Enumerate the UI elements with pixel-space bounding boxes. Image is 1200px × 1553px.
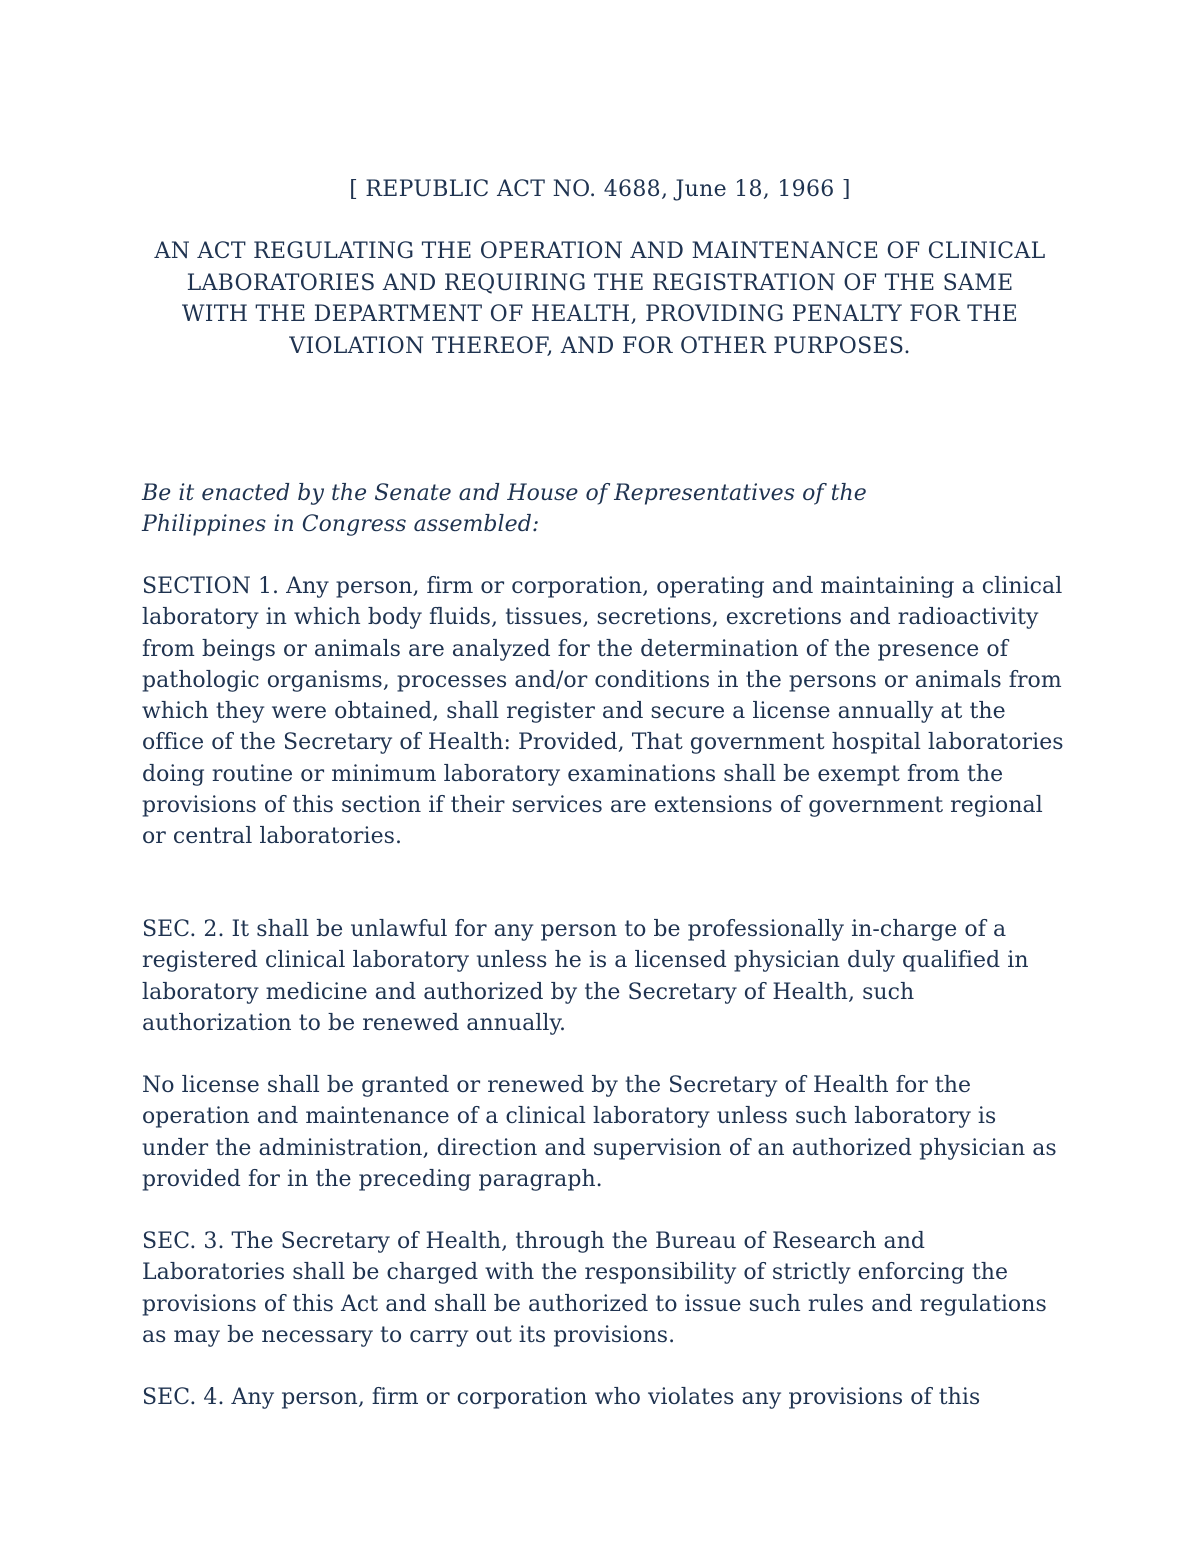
enacting-clause: Be it enacted by the Senate and House of Representatives of the Philippines in Congress assembled: [142,481,867,538]
act-citation: [ REPUBLIC ACT NO. 4688, June 18, 1966 ] [349,177,851,202]
section-4: SEC. 4. Any person, firm or corporation who violates any provisions of this [142,1385,981,1410]
section-3: SEC. 3. The Secretary of Health, through the Bureau of Research and Laboratories shall be charged with the responsibility of strictly enforcing the provisions of this Act and shall be authorized to issue such rules and regulations as may be necessary to carry out its provisions. [142,1229,1047,1348]
act-title: AN ACT REGULATING THE OPERATION AND MAINTENANCE OF CLINICAL LABORATORIES AND REQUIRING THE REGISTRATION OF THE SAME WITH THE DEPARTMENT OF HEALTH, PROVIDING PENALTY FOR THE VIOLATION THEREOF, AND FOR OTHER PURPOSES. [154,239,1046,359]
section-1: SECTION 1. Any person, firm or corporation, operating and maintaining a clinical laboratory in which body fluids, tissues, secretions, excretions and radioactivity from beings or animals are analyzed for the determination of the presence of pathologic organisms, processes and/or conditions in the persons or animals from which they were obtained, shall register and secure a license annually at the office of the Secretary of Health: Provided, That government hospital laboratories doing routine or minimum laboratory examinations shall be exempt from the provisions of this section if their services are extensions of government regional or central laboratories. [142,574,1064,850]
section-2-paragraph-2: No license shall be granted or renewed by the Secretary of Health for the operation and maintenance of a clinical laboratory unless such laboratory is under the administration, direction and supervision of an authorized physician as provided for in the preceding paragraph. [142,1073,1057,1192]
section-2: SEC. 2. It shall be unlawful for any person to be professionally in-charge of a registered clinical laboratory unless he is a licensed physician duly qualified in laboratory medicine and authorized by the Secretary of Health, such authorization to be renewed annually. [142,917,1029,1036]
